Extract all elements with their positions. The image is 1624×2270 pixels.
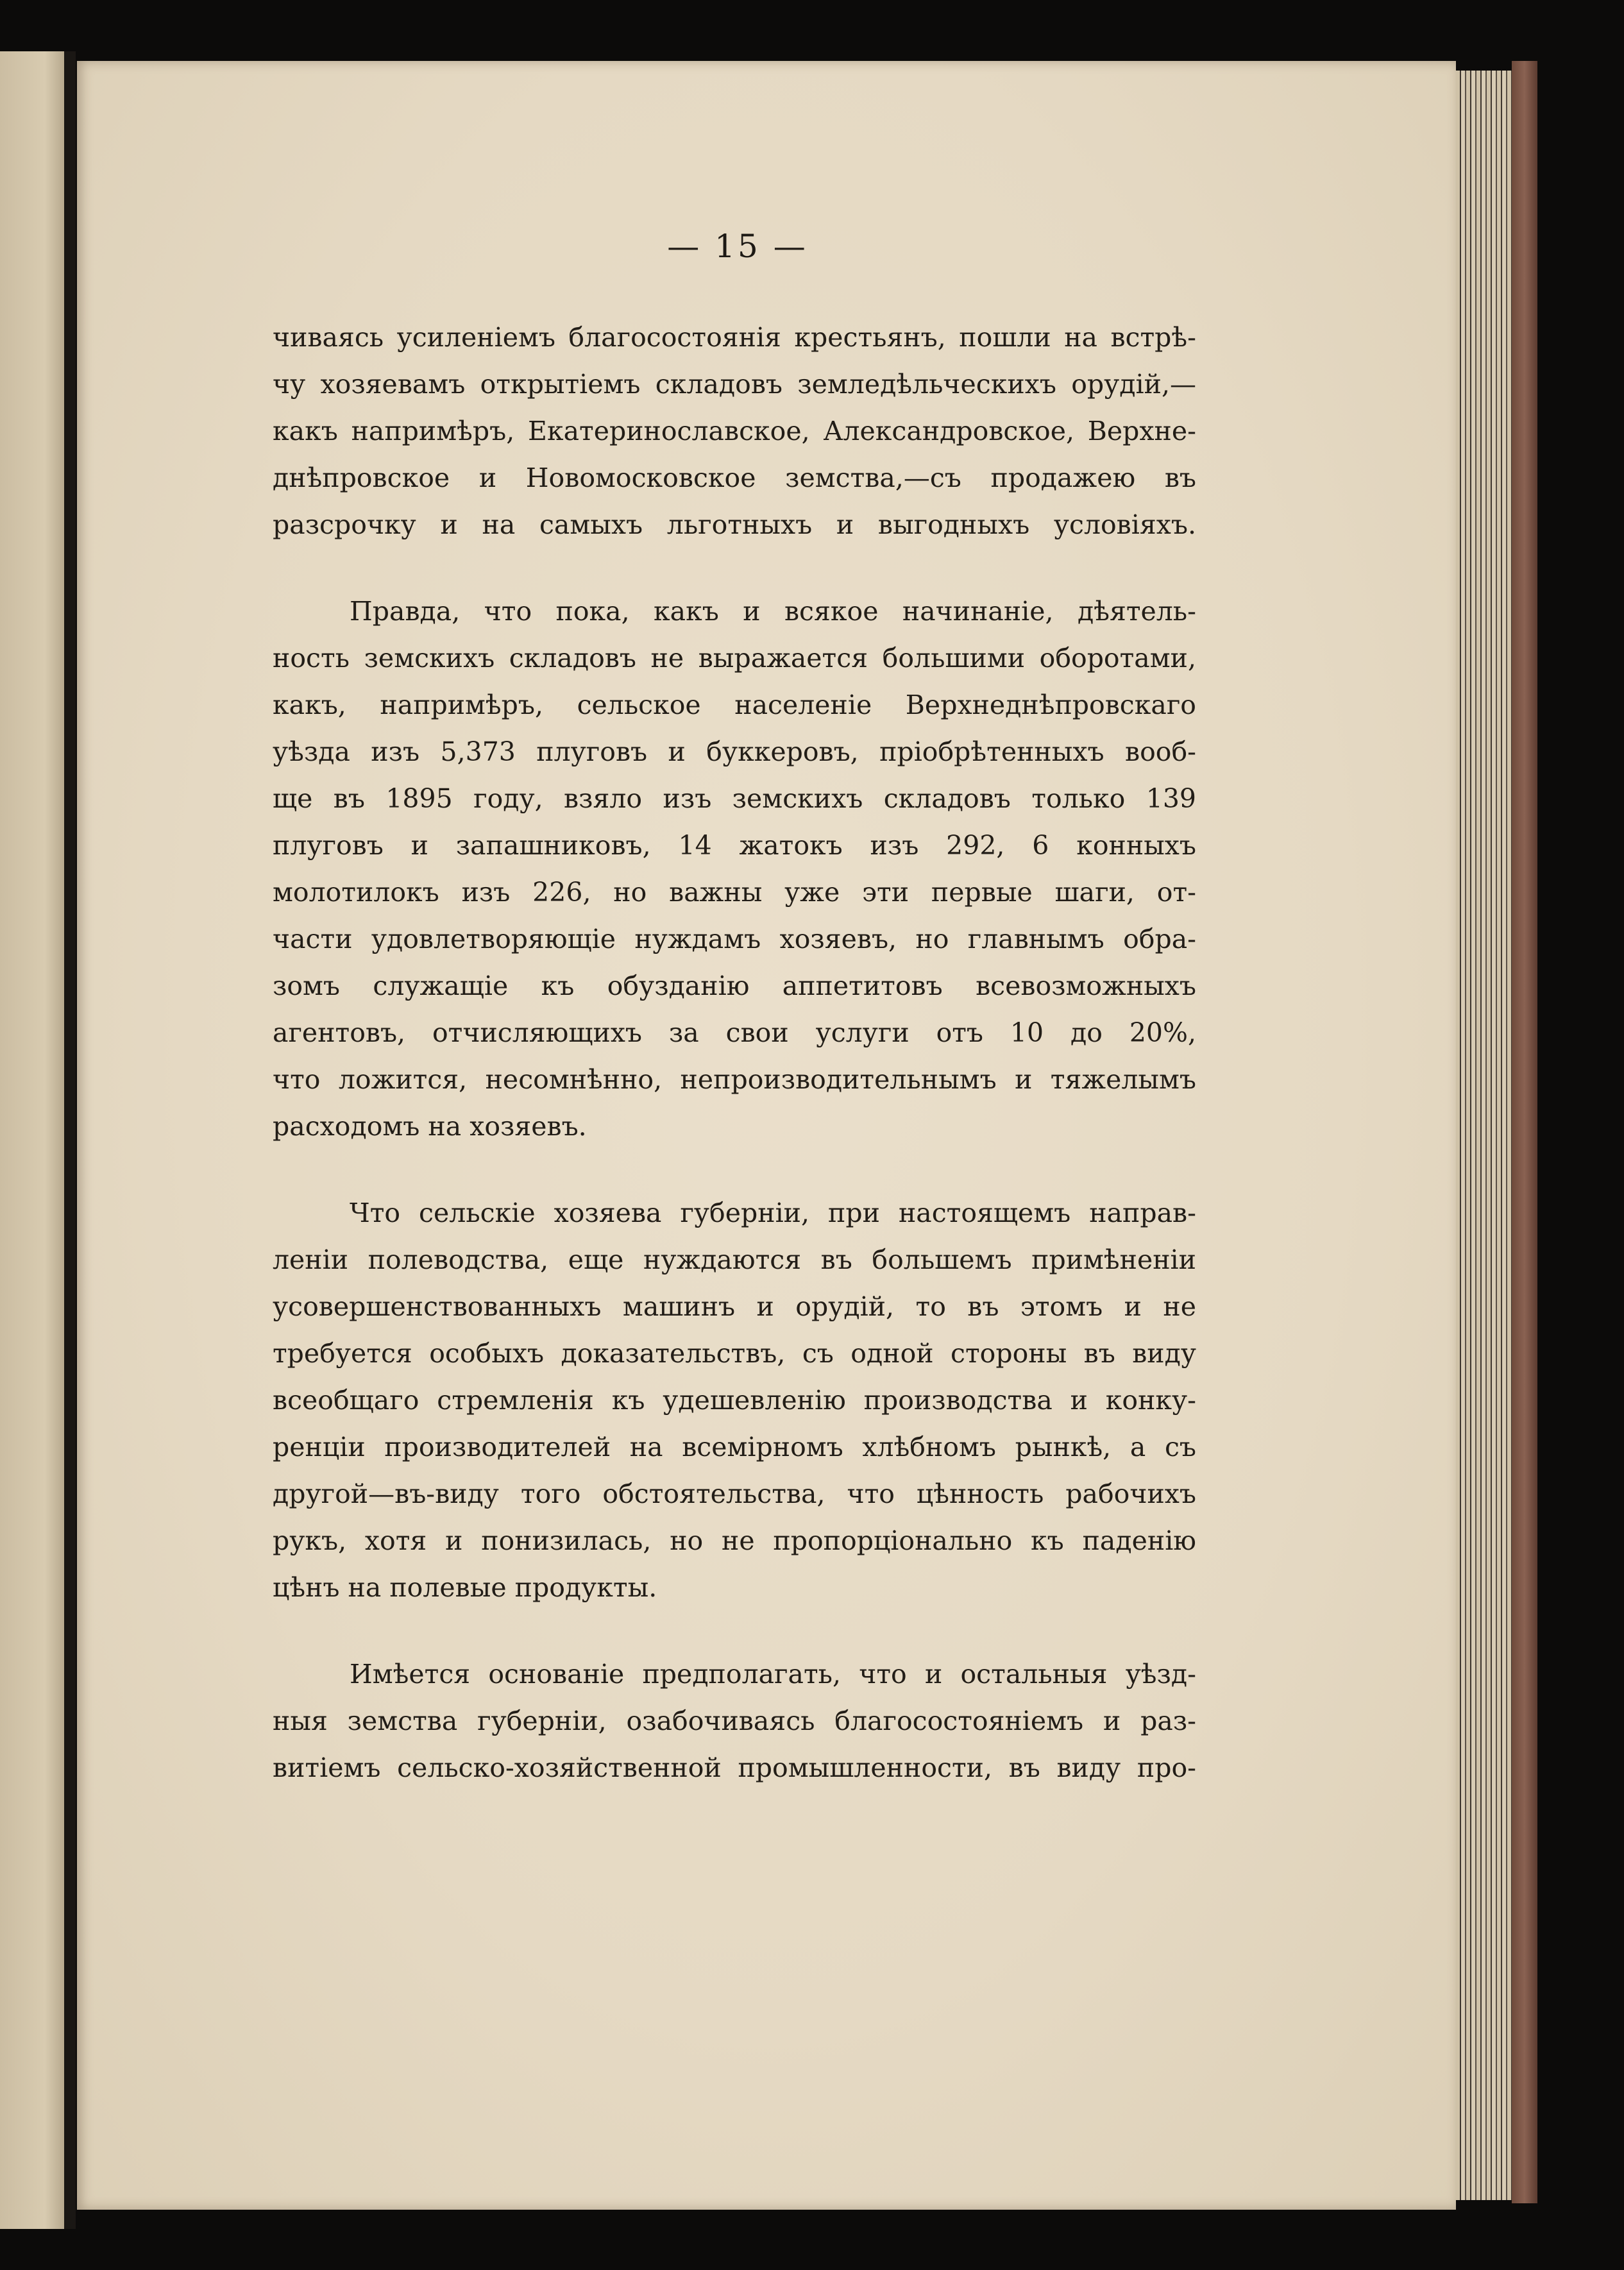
text-line: какъ напримѣръ, Екатеринославское, Александровское, Верхне-	[273, 416, 1196, 446]
text-line: расходомъ на хозяевъ.	[273, 1111, 587, 1142]
text-line: ныя земства губерніи, озабочиваясь благосостояніемъ и раз-	[273, 1706, 1196, 1736]
text-line: другой—въ-виду того обстоятельства, что цѣнность рабочихъ	[273, 1478, 1196, 1509]
text-line: днѣпровское и Новомосковское земства,—съ продажею въ	[273, 462, 1196, 493]
text-line: цѣнъ на полевые продукты.	[273, 1572, 657, 1603]
book-cover-edge	[1512, 61, 1537, 2203]
paragraph	[273, 1651, 1196, 1791]
text-line: леніи полеводства, еще нуждаются въ большемъ примѣненіи	[273, 1244, 1196, 1275]
text-line: Имѣется основаніе предполагать, что и остальныя уѣзд-	[350, 1659, 1196, 1690]
text-line: зомъ служащіе къ обузданію аппетитовъ всевозможныхъ	[273, 970, 1196, 1001]
page-text	[273, 314, 1196, 1831]
text-line: ще въ 1895 году, взяло изъ земскихъ складовъ только 139	[273, 783, 1196, 814]
text-line: уѣзда изъ 5,373 плуговъ и буккеровъ, пріобрѣтенныхъ вооб-	[273, 736, 1196, 767]
text-line: всеобщаго стремленія къ удешевленію производства и конку-	[273, 1385, 1196, 1416]
text-line: что ложится, несомнѣнно, непроизводительнымъ и тяжелымъ	[273, 1064, 1196, 1095]
text-line: молотилокъ изъ 226, но важны уже эти первые шаги, от-	[273, 877, 1196, 908]
text-line: ность земскихъ складовъ не выражается большими оборотами,	[273, 643, 1196, 673]
text-line: чу хозяевамъ открытіемъ складовъ земледѣльческихъ орудій,—	[273, 369, 1196, 400]
paragraph	[273, 314, 1196, 548]
text-line: усовершенствованныхъ машинъ и орудій, то въ этомъ и не	[273, 1291, 1196, 1322]
paragraph	[273, 588, 1196, 1150]
page-number: — 15 —	[667, 228, 808, 265]
text-line: требуется особыхъ доказательствъ, съ одной стороны въ виду	[273, 1338, 1196, 1369]
text-line: Что сельскіе хозяева губерніи, при настоящемъ направ-	[350, 1198, 1196, 1228]
text-line: чиваясь усиленіемъ благосостоянія крестьянъ, пошли на встрѣ-	[273, 322, 1196, 353]
text-line: какъ, напримѣръ, сельское населеніе Верхнеднѣпровскаго	[273, 690, 1196, 720]
text-line: агентовъ, отчисляющихъ за свои услуги отъ 10 до 20%,	[273, 1017, 1196, 1048]
text-line: рукъ, хотя и понизилась, но не пропорціонально къ паденію	[273, 1525, 1196, 1556]
page-edges	[1451, 71, 1512, 2200]
text-line: ренціи производителей на всемірномъ хлѣбномъ рынкѣ, а съ	[273, 1432, 1196, 1462]
text-line: плуговъ и запашниковъ, 14 жатокъ изъ 292, 6 конныхъ	[273, 830, 1196, 861]
text-line: части удовлетворяющіе нуждамъ хозяевъ, но главнымъ обра-	[273, 924, 1196, 954]
text-line: витіемъ сельско-хозяйственной промышленности, въ виду про-	[273, 1752, 1196, 1783]
paragraph	[273, 1190, 1196, 1611]
text-line: Правда, что пока, какъ и всякое начинаніе, дѣятель-	[350, 596, 1196, 627]
left-facing-page	[0, 51, 64, 2229]
text-line: разсрочку и на самыхъ льготныхъ и выгодныхъ условіяхъ.	[273, 509, 1196, 540]
gutter-shadow	[64, 51, 76, 2229]
